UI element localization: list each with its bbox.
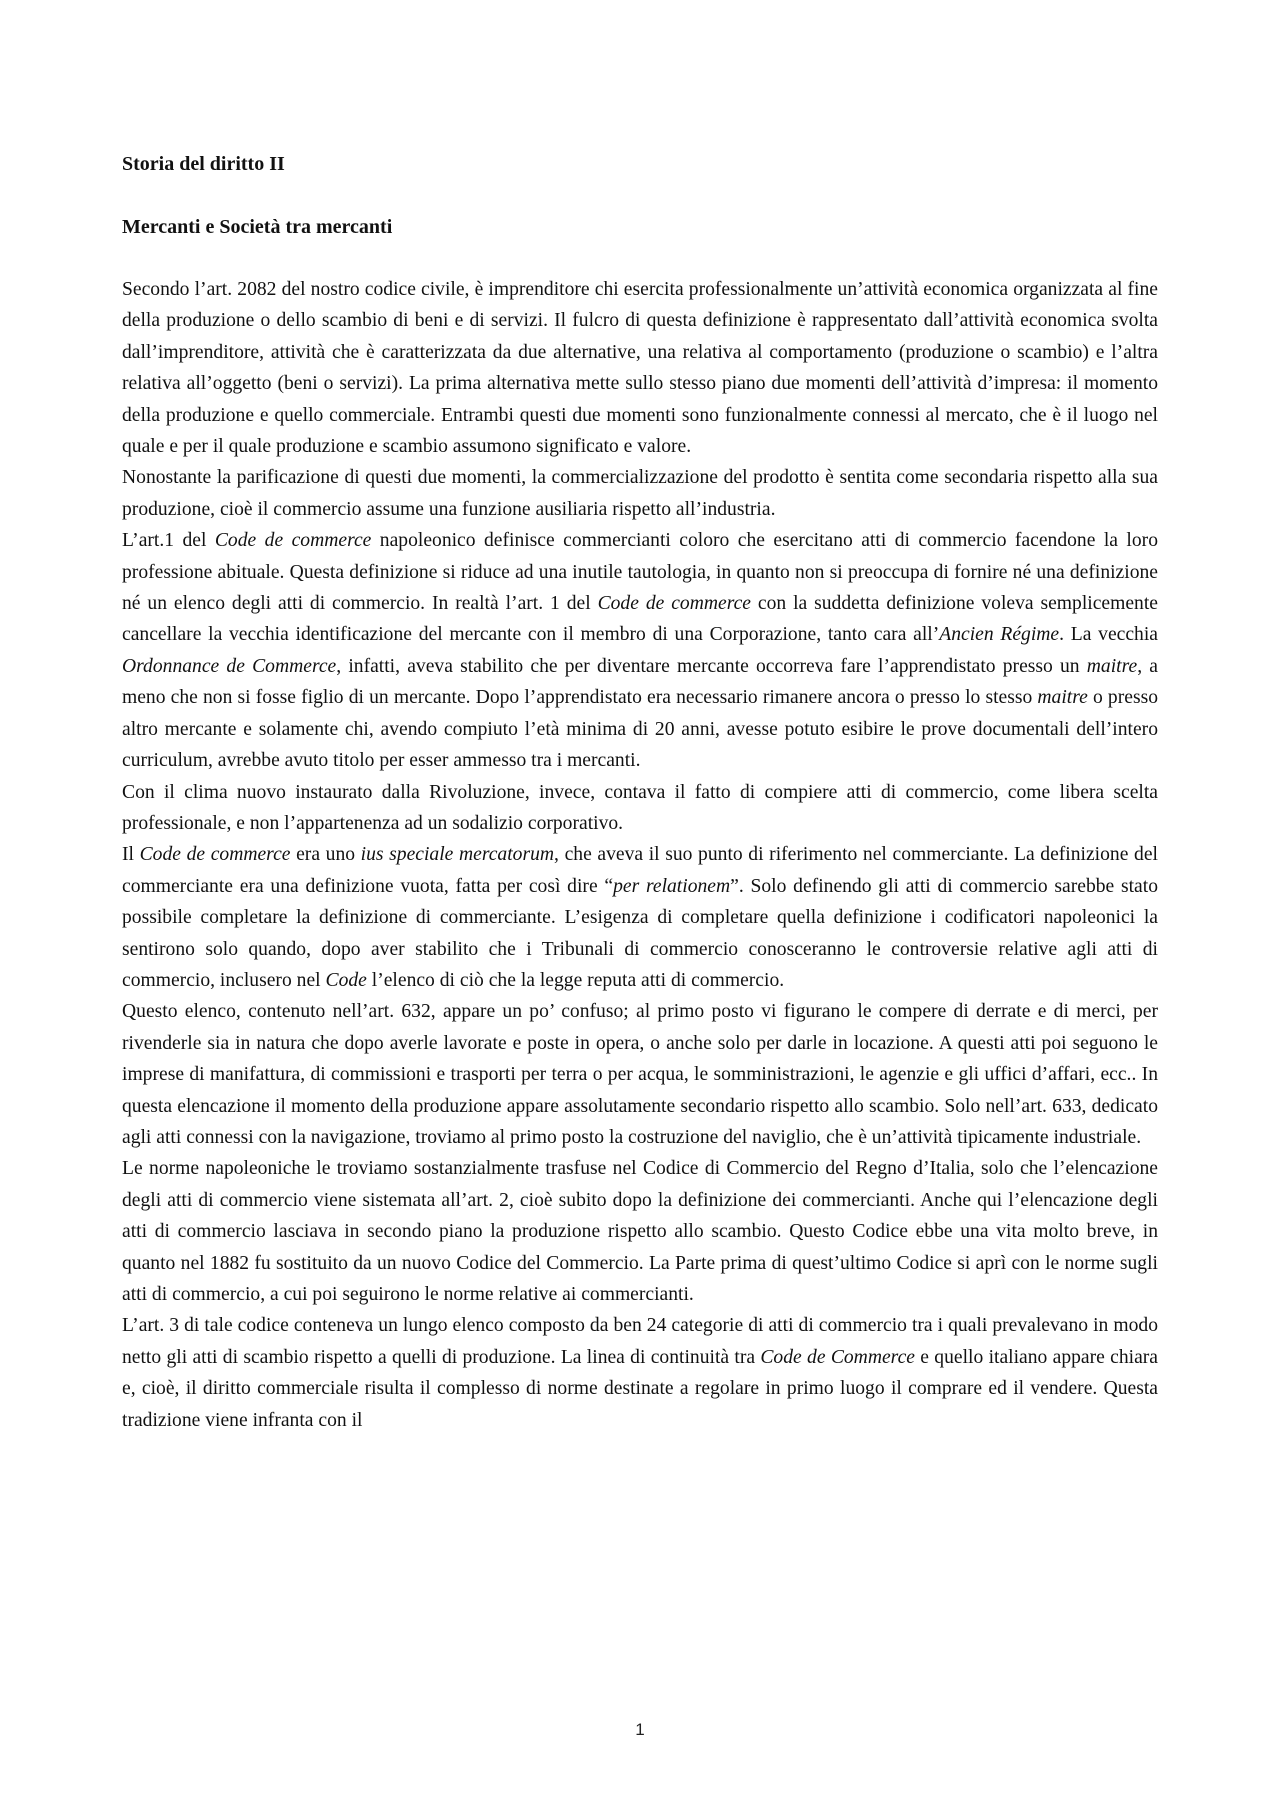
paragraph	[122, 525, 1158, 776]
text-run: L’art. 3 di tale codice conteneva un lungo elenco composto da ben 24 categorie di atti di commercio tra i quali prevalevano in modo netto gli atti di scambio rispetto a quelli di produzione. La linea di continuità tra	[122, 1315, 1158, 1368]
italic-text: Code de commerce	[214, 530, 372, 552]
text-run: , che aveva il suo punto di riferimento nel commerciante. La definizione del commerciante era una definizione vuota, fatta per così dire “	[122, 844, 1158, 897]
text-run: con la suddetta definizione voleva semplicemente cancellare la vecchia identificazione del mercante con il membro di una Corporazione, tanto cara all’	[122, 593, 1158, 646]
text-run: era uno	[290, 844, 361, 866]
text-run: Le norme napoleoniche le troviamo sostanzialmente trasfuse nel Codice di Commercio del Regno d’Italia, solo che l’elencazione degli atti di commercio viene sistemata all’art. 2, cioè subito dopo la definizione dei commercianti. Anche qui l’elencazione degli atti di commercio lasciava in secondo piano la produzione rispetto allo scambio. Questo Codice ebbe una vita molto breve, in quanto nel 1882 fu sostituito da un nuovo Codice del Commercio. La Parte prima di quest’ultimo Codice si aprì con le norme sugli atti di commercio, a cui poi seguirono le norme relative ai commercianti.	[122, 1158, 1158, 1305]
paragraph-list	[122, 274, 1158, 1436]
italic-text: Ancien Régime	[939, 624, 1060, 646]
paragraph	[122, 996, 1158, 1153]
text-run: napoleonico definisce commercianti coloro che esercitano atti di commercio facendone la loro professione abituale. Questa definizione si riduce ad una inutile tautologia, in quanto non si preoccupa di fornire né una definizione né un elenco degli atti di commercio. In realtà l’art. 1 del	[122, 530, 1158, 615]
text-run: Con il clima nuovo instaurato dalla Rivoluzione, invece, contava il fatto di compiere atti di commercio, come libera scelta professionale, e non l’appartenenza ad un sodalizio corporativo.	[122, 781, 1158, 834]
paragraph	[122, 1310, 1158, 1436]
paragraph	[122, 777, 1158, 840]
text-run: ”. Solo definendo gli atti di commercio sarebbe stato possibile completare la definizione di commerciante. L’esigenza di completare quella definizione i codificatori napoleonici la sentirono solo quando, dopo aver stabilito che i Tribunali di commercio conosceranno le controversie relative agli atti di commercio, inclusero nel	[122, 875, 1158, 991]
italic-text: Code de Commerce	[760, 1346, 915, 1368]
text-run: Nonostante la parificazione di questi due momenti, la commercializzazione del prodotto è sentita come secondaria rispetto alla sua produzione, cioè il commercio assume una funzione ausiliaria rispetto all’industria.	[122, 467, 1158, 520]
page-number: 1	[635, 1720, 645, 1739]
text-run: . La vecchia	[1059, 624, 1158, 646]
document-body	[122, 148, 1158, 1436]
paragraph	[122, 462, 1158, 525]
text-run: L’art.1 del	[122, 530, 215, 552]
text-run: , infatti, aveva stabilito che per diventare mercante occorreva fare l’apprendistato presso un	[336, 655, 1087, 677]
text-run: Questo elenco, contenuto nell’art. 632, appare un po’ confuso; al primo posto vi figurano le compere di derrate e di merci, per rivenderle sia in natura che dopo averle lavorate e poste in opera, o anche solo per darle in locazione. A questi atti poi seguono le imprese di manifattura, di commissioni e trasporti per terra o per acqua, le somministrazioni, le agenzie e gli uffici d’affari, ecc.. In questa elencazione il momento della produzione appare assolutamente secondario rispetto allo scambio. Solo nell’art. 633, dedicato agli atti connessi con la navigazione, troviamo al primo posto la costruzione del naviglio, che è un’attività tipicamente industriale.	[122, 1001, 1158, 1148]
text-run: l’elenco di ciò che la legge reputa atti di commercio.	[366, 969, 785, 991]
text-run: o presso altro mercante e solamente chi, avendo compiuto l’età minima di 20 anni, avesse potuto esibire le prove documentali dell’intero curriculum, avrebbe avuto titolo per esser ammesso tra i mercanti.	[122, 687, 1158, 772]
text-run: Il	[122, 844, 140, 866]
document-title: Storia del diritto II	[122, 153, 285, 175]
text-run: Secondo l’art. 2082 del nostro codice civile, è imprenditore chi esercita professionalmente un’attività economica organizzata al fine della produzione o dello scambio di beni e di servizi. Il fulcro di questa definizione è rappresentato dall’attività economica svolta dall’imprenditore, attività che è caratterizzata da due alternative, una relativa al comportamento (produzione o scambio) e l’altra relativa all’oggetto (beni o servizi). La prima alternativa mette sullo stesso piano due momenti dell’attività d’impresa: il momento della produzione e quello commerciale. Entrambi questi due momenti sono funzionalmente connessi al mercato, che è il luogo nel quale e per il quale produzione e scambio assumono significato e valore.	[122, 279, 1158, 458]
italic-text: maitre	[1037, 687, 1088, 709]
section-heading: Mercanti e Società tra mercanti	[122, 216, 393, 238]
italic-text: maitre	[1086, 655, 1138, 677]
text-run: , a meno che non si fosse figlio di un mercante. Dopo l’apprendistato era necessario rimanere ancora o presso lo stesso	[122, 655, 1158, 709]
italic-text: per relationem	[613, 875, 731, 897]
text-run: e quello italiano appare chiara e, cioè, il diritto commerciale risulta il complesso di norme destinate a regolare in primo luogo il comprare ed il vendere. Questa tradizione viene infranta con il	[122, 1346, 1158, 1431]
italic-text: Code de commerce	[597, 593, 751, 615]
italic-text: Code	[325, 969, 367, 991]
paragraph	[122, 1153, 1158, 1310]
italic-text: Ordonnance de Commerce	[122, 655, 337, 677]
italic-text: Code de commerce	[139, 844, 291, 866]
italic-text: ius speciale mercatorum	[360, 844, 555, 866]
paragraph	[122, 839, 1158, 996]
paragraph	[122, 274, 1158, 462]
